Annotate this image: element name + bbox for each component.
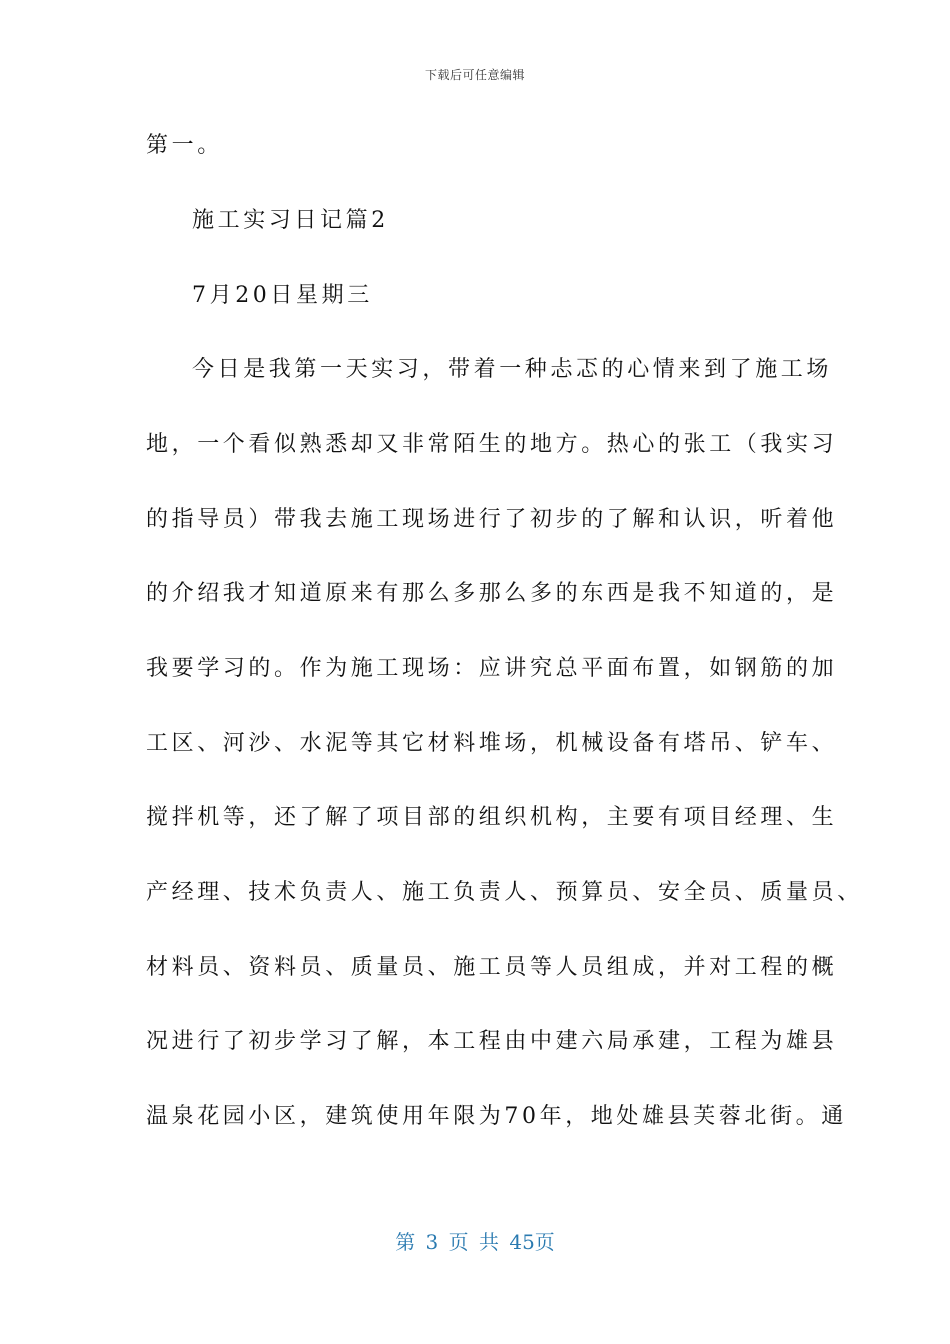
- paragraph-line: 搅拌机等，还了解了项目部的组织机构，主要有项目经理、生: [146, 805, 838, 830]
- paragraph-line: 产经理、技术负责人、施工负责人、预算员、安全员、质量员、: [146, 880, 863, 905]
- section-heading: 施工实习日记篇2: [192, 208, 389, 233]
- paragraph-line: 材料员、资料员、质量员、施工员等人员组成，并对工程的概: [146, 955, 838, 980]
- paragraph-line: 工区、河沙、水泥等其它材料堆场，机械设备有塔吊、铲车、: [146, 731, 838, 756]
- paragraph-line: 的介绍我才知道原来有那么多那么多的东西是我不知道的，是: [146, 581, 838, 606]
- paragraph-line: 的指导员）带我去施工现场进行了初步的了解和认识，听着他: [146, 507, 838, 532]
- page-header: 下载后可任意编辑: [424, 68, 525, 82]
- diary-date: 7月20日星期三: [192, 283, 373, 308]
- paragraph-line: 温泉花园小区，建筑使用年限为70年，地处雄县芙蓉北街。通: [146, 1104, 847, 1129]
- paragraph-line: 地，一个看似熟悉却又非常陌生的地方。热心的张工（我实习: [146, 432, 838, 457]
- page-number-footer: 第 3 页 共 45页: [395, 1230, 555, 1254]
- paragraph-line: 我要学习的。作为施工现场：应讲究总平面布置，如钢筋的加: [146, 656, 838, 681]
- paragraph-line: 况进行了初步学习了解，本工程由中建六局承建，工程为雄县: [146, 1029, 838, 1054]
- paragraph-line: 第一。: [146, 133, 223, 158]
- paragraph-line: 今日是我第一天实习，带着一种忐忑的心情来到了施工场: [192, 357, 833, 382]
